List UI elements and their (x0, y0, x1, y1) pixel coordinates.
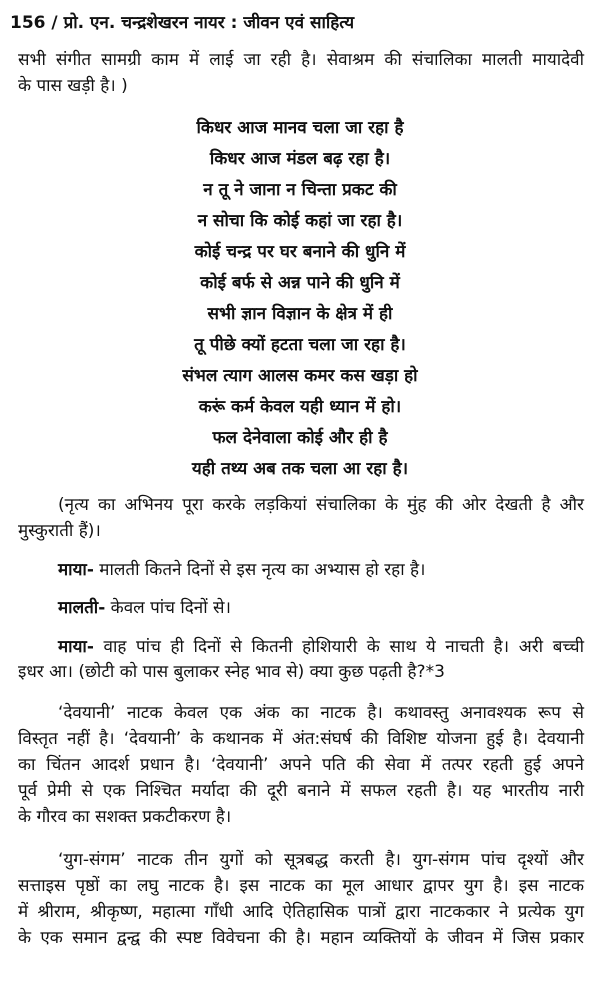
dialogue-text: केवल पांच दिनों से। (110, 598, 231, 618)
poem-line: कोई बर्फ से अन्न पाने की धुनि में (200, 273, 400, 293)
dialogue-line (58, 634, 584, 660)
poem-line: करूं कर्म केवल यही ध्यान में हो। (198, 397, 402, 417)
paragraph-line: विस्तृत नहीं है। ‘देवयानी’ के कथानक में अंत:संघर्ष की विशिष्ट योजना हुई है। देवयानी (18, 729, 584, 749)
stage-direction-line: (नृत्य का अभिनय पूरा करके लड़कियां संचालिका के मुंह की ओर देखती है और (58, 495, 584, 515)
poem-line: सभी ज्ञान विज्ञान के क्षेत्र में ही (207, 304, 393, 324)
paragraph-line: ‘देवयानी’ नाटक केवल एक अंक का नाटक है। कथावस्तु अनावश्यक रूप से (58, 703, 584, 723)
page-number: 156 (10, 13, 46, 33)
poem-line: किधर आज मानव चला जा रहा है (196, 118, 404, 138)
speaker: मालती- (58, 598, 106, 618)
poem-line: न तू ने जाना न चिन्ता प्रकट की (203, 180, 397, 200)
poem-line: तू पीछे क्यों हटता चला जा रहा है। (194, 335, 406, 355)
dialogue-text: वाह पांच ही दिनों से कितनी होशियारी के साथ ये नाचती है। अरी बच्ची (103, 637, 585, 657)
paragraph-line: के एक समान द्वन्द्व की स्पष्ट विवेचना की है। महान व्यक्तियों के जीवन में जिस प्रकार (18, 928, 584, 948)
dialogue-text: मालती कितने दिनों से इस नृत्य का अभ्यास हो रहा है। (99, 560, 426, 580)
header-separator: / (51, 13, 58, 33)
poem-line: किधर आज मंडल बढ़ रहा है। (209, 149, 391, 169)
running-title: प्रो. एन. चन्द्रशेखरन नायर : जीवन एवं साहित्य (63, 13, 355, 33)
paragraph-line: में श्रीराम, श्रीकृष्ण, महात्मा गाँधी आदि ऐतिहासिक पात्रों द्वारा नाटककार ने प्रत्येक युग (18, 902, 584, 922)
dialogue-line: इधर आ। (छोटी को पास बुलाकर स्नेह भाव से) क्या कुछ पढ़ती है?*3 (18, 662, 445, 682)
paragraph-line: ‘युग-संगम’ नाटक तीन युगों को सूत्रबद्ध करती है। युग-संगम पांच दृश्यों और (58, 850, 584, 870)
stage-direction-line: मुस्कुराती हैं)। (18, 521, 101, 541)
poem-line: न सोचा कि कोई कहां जा रहा है। (197, 211, 403, 231)
poem-line: यही तथ्य अब तक चला आ रहा है। (191, 459, 409, 479)
poem-line: फल देनेवाला कोई और ही है (212, 428, 388, 448)
paragraph-line: का चिंतन आदर्श प्रधान है। ‘देवयानी’ अपने पति की सेवा में तत्पर रहती हुई अपने (18, 755, 584, 775)
paragraph-line: के गौरव का सशक्त प्रकटीकरण है। (18, 807, 232, 827)
dialogue-line (58, 557, 584, 583)
paragraph-line: सत्ताइस पृष्ठों का लघु नाटक है। इस नाटक का मूल आधार द्वापर युग है। इस नाटक (18, 876, 584, 896)
speaker: माया- (58, 560, 94, 580)
poem-line: कोई चन्द्र पर घर बनाने की धुनि में (194, 242, 406, 262)
speaker: माया- (58, 637, 94, 657)
poem-line: संभल त्याग आलस कमर कस खड़ा हो (182, 366, 418, 386)
intro-line: सभी संगीत सामग्री काम में लाई जा रही है। सेवाश्रम की संचालिका मालती मायादेवी (18, 50, 584, 70)
running-header (10, 10, 354, 33)
intro-line: के पास खड़ी है। ) (18, 76, 128, 96)
paragraph-line: पूर्व प्रेमी से एक निश्चित मर्यादा की दूरी बनाने में सफल रहती है। यह भारतीय नारी (18, 781, 584, 801)
dialogue-line (58, 595, 584, 621)
